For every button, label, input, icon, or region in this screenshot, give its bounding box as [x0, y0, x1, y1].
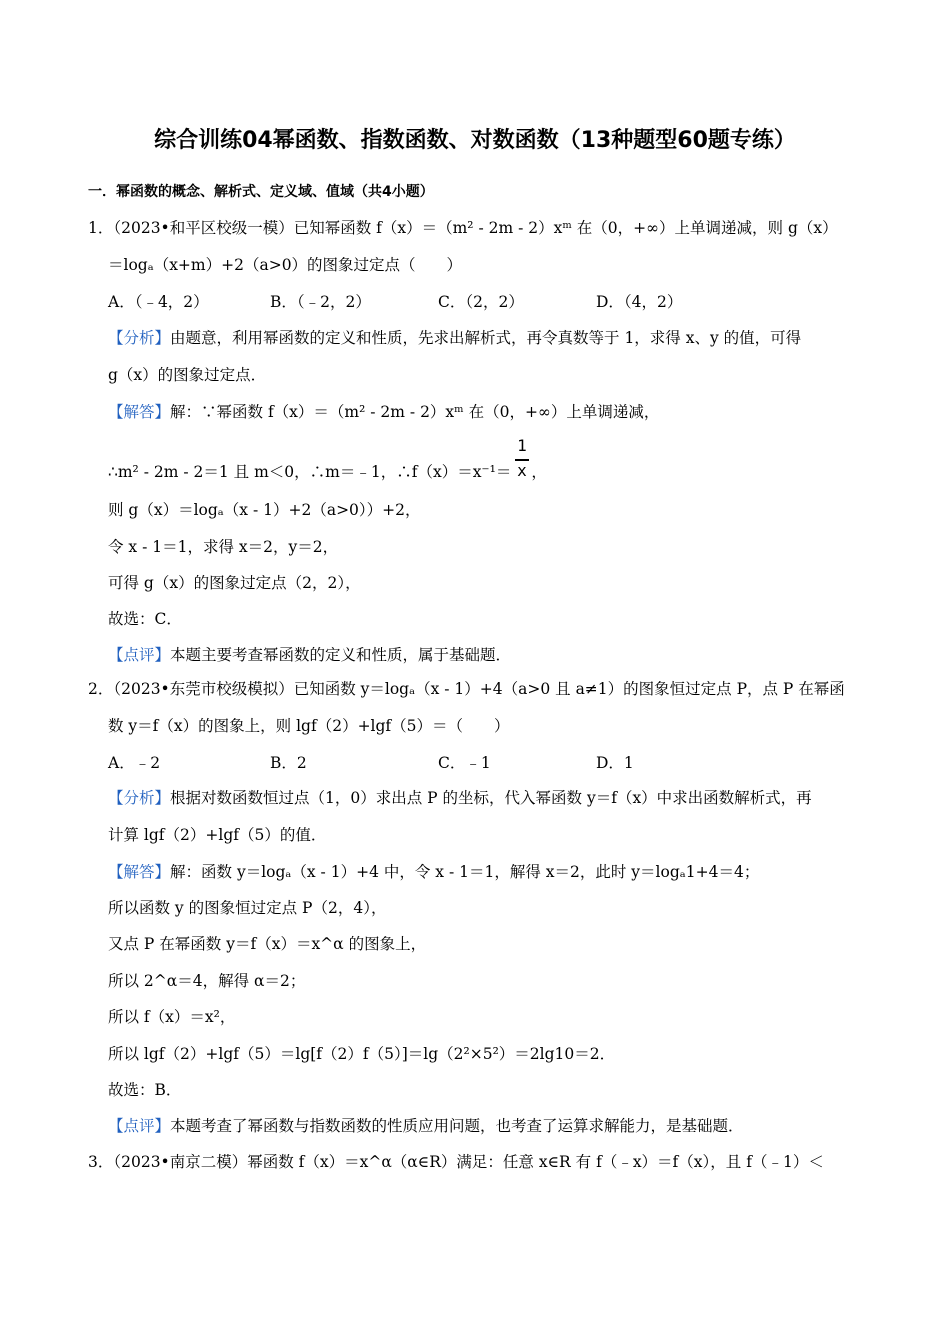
- q2-comment-text: 本题考查了幂函数与指数函数的性质应用问题，也考查了运算求解能力，是基础题．: [170, 1117, 744, 1135]
- q2-solution-line7: 故选：B．: [108, 1081, 182, 1099]
- document-title: 综合训练04幂函数、指数函数、对数函数（13种题型60题专练）: [154, 128, 796, 153]
- comment-tag: 【点评】: [108, 646, 171, 664]
- q2-solution-line1: [108, 862, 759, 882]
- q1-analysis-line2: g（x）的图象过定点．: [108, 366, 267, 384]
- q2-comment: [108, 1116, 744, 1136]
- q1-solution-line2-text: ∴m² - 2m - 2＝1 且 m＜0，∴m＝﹣1，∴f（x）＝x⁻¹＝: [108, 463, 512, 481]
- q1-option-b: B．（﹣2，2）: [270, 293, 371, 311]
- q1-solution-line2: [108, 462, 547, 482]
- q2-option-a: A．﹣2: [108, 754, 161, 772]
- q1-solution-line6: 故选：C．: [108, 610, 182, 628]
- analysis-tag: 【分析】: [108, 789, 171, 807]
- fraction-numerator: 1: [517, 436, 527, 455]
- q2-solution-line3: 又点 P 在幂函数 y＝f（x）＝x^α 的图象上，: [108, 935, 427, 953]
- solution-tag: 【解答】: [108, 863, 171, 881]
- q2-option-b: B．2: [270, 754, 307, 772]
- q2-solution-line4: 所以 2^α＝4，解得 α＝2；: [108, 972, 306, 990]
- q1-stem-line2: ＝logₐ（x+m）+2（a>0）的图象过定点（ ）: [108, 256, 463, 274]
- q1-analysis-text: 由题意，利用幂函数的定义和性质，先求出解析式，再令真数等于 1，求得 x、y 的值，可得: [170, 329, 802, 347]
- q1-comment: [108, 645, 511, 665]
- q1-option-a: A．（﹣4，2）: [108, 293, 209, 311]
- q2-stem-line1: 2．（2023•东莞市校级模拟）已知函数 y＝logₐ（x - 1）+4（a>0 且 a≠1）的图象恒过定点 P，点 P 在幂函: [88, 680, 845, 698]
- q1-solution-line5: 可得 g（x）的图象过定点（2，2），: [108, 574, 361, 592]
- q1-solution-line2-tail: ，: [531, 463, 547, 481]
- q1-solution-line1: [108, 402, 659, 422]
- q2-analysis-line2: 计算 lgf（2）+lgf（5）的值．: [108, 826, 327, 844]
- q1-analysis: [108, 328, 801, 348]
- q2-option-c: C．﹣1: [438, 754, 491, 772]
- q2-analysis-text: 根据对数函数恒过点（1，0）求出点 P 的坐标，代入幂函数 y＝f（x）中求出函数解析式，再: [170, 789, 812, 807]
- q1-option-c: C．（2，2）: [438, 293, 524, 311]
- comment-tag: 【点评】: [108, 1117, 171, 1135]
- q2-solution-text: 解：函数 y＝logₐ（x - 1）+4 中，令 x - 1＝1，解得 x＝2，此时 y＝logₐ1+4＝4；: [170, 863, 760, 881]
- q2-solution-line5: 所以 f（x）＝x²，: [108, 1008, 236, 1026]
- q1-solution-line4: 令 x - 1＝1，求得 x＝2，y＝2，: [108, 538, 339, 556]
- q2-stem-line2: 数 y＝f（x）的图象上，则 lgf（2）+lgf（5）＝（ ）: [108, 717, 510, 735]
- q1-solution-text: 解：∵幂函数 f（x）＝（m² - 2m - 2）xᵐ 在（0，+∞）上单调递减，: [170, 403, 660, 421]
- fraction-denominator: x: [517, 461, 527, 480]
- q3-stem-line1: 3．（2023•南京二模）幂函数 f（x）＝x^α（α∈R）满足：任意 x∈R 有 f（﹣x）＝f（x），且 f（﹣1）＜: [88, 1153, 824, 1171]
- q1-option-d: D．（4，2）: [596, 293, 683, 311]
- q2-solution-line2: 所以函数 y 的图象恒过定点 P（2，4），: [108, 899, 387, 917]
- q2-solution-line6: 所以 lgf（2）+lgf（5）＝lg[f（2）f（5）]＝lg（2²×5²）＝2lg10＝2．: [108, 1045, 616, 1063]
- analysis-tag: 【分析】: [108, 329, 171, 347]
- q1-comment-text: 本题主要考查幂函数的定义和性质，属于基础题．: [170, 646, 512, 664]
- q2-analysis: [108, 788, 812, 808]
- solution-tag: 【解答】: [108, 403, 171, 421]
- q1-stem-line1: 1．（2023•和平区校级一模）已知幂函数 f（x）＝（m² - 2m - 2）xᵐ 在（0，+∞）上单调递减，则 g（x）: [88, 219, 838, 237]
- section-heading: 一．幂函数的概念、解析式、定义域、值域（共4小题）: [88, 184, 434, 200]
- q2-option-d: D．1: [596, 754, 634, 772]
- q1-solution-line3: 则 g（x）＝logₐ（x - 1）+2（a>0））+2，: [108, 501, 421, 519]
